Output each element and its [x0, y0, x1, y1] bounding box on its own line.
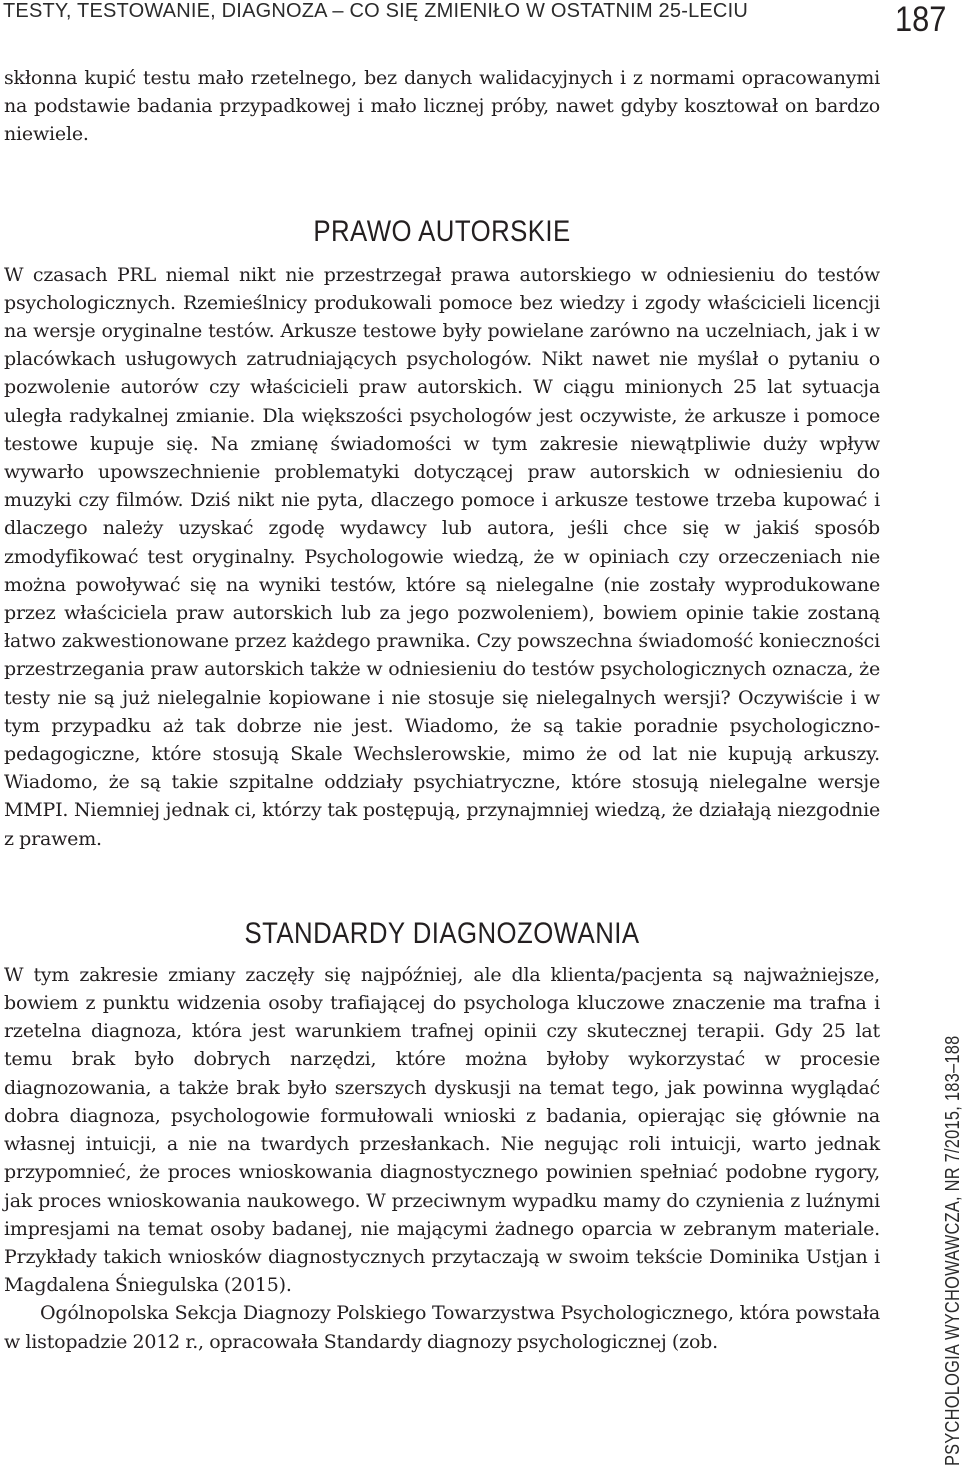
standards-paragraph-1: W tym zakresie zmiany zaczęły się najpóźniej, ale dla klienta/pacjenta są najważniejsze, bowiem z punktu widzenia osoby trafiającej do psychologa kluczowe znaczenie ma trafna i rzetelna diagnoza, która jest warunkiem trafnej opinii czy skutecznej terapii. Gdy 25 lat temu brak było dobrych narzędzi, które można byłoby wykorzystać w procesie diagnozowania, a także brak było szerszych dyskusji na temat tego, jak powinna wyglądać dobra diagnoza, psychologowie formułowali wnioski z badania, opierając się głównie na własnej intuicji, a nie na twardych przesłankach. Nie negując roli intuicji, warto jednak przypomnieć, że proces wnioskowania diagnostycznego powinien spełniać podobne rygory, jak proces wnioskowania naukowego. W przeciwnym wypadku mamy do czynienia z luźnymi impresjami na temat osoby badanej, nie mającymi żadnego oparcia w zebranym materiale. Przykłady takich wniosków diagnostycznych przytaczają w swoim tekście Dominika Ustjan i Magdalena Śniegulska (2015).	[4, 963, 880, 1297]
section-heading-standards: STANDARDY DIAGNOZOWANIA	[244, 916, 640, 950]
copyright-paragraph: W czasach PRL niemal nikt nie przestrzegał prawa autorskiego w odniesieniu do testów psychologicznych. Rzemieślnicy produkowali pomoce bez wiedzy i zgody właścicieli licencji na wersje oryginalne testów. Arkusze testowe były powielane zarówno na uczelniach, jak i w placówkach usługowych zatrudniających psychologów. Nikt nawet nie myślał o pytaniu o pozwolenie autorów czy właścicieli praw autorskich. W ciągu minionych 25 lat sytuacja uległa radykalnej zmianie. Dla większości psychologów jest oczywiste, że arkusze i pomoce testowe kupuje się. Na zmianę świadomości w tym zakresie niewątpliwie duży wpływ wywarło upowszechnienie problematyki dotyczącej praw autorskich w odniesieniu do muzyki czy filmów. Dziś nikt nie pyta, dlaczego pomoce i arkusze testowe trzeba kupować i dlaczego należy uzyskać zgodę wydawcy lub autora, jeśli chce się w jakiś sposób zmodyfikować test oryginalny. Psychologowie wiedzą, że w opiniach czy orzeczeniach nie można powoływać się na wyniki testów, które są nielegalne (nie zostały wyprodukowane przez właściciela praw autorskich lub za jego pozwoleniem), bowiem opinie takie zostaną łatwo zakwestionowane przez każdego prawnika. Czy powszechna świadomość konieczności przestrzegania praw autorskich także w odniesieniu do testów psychologicznych oznacza, że testy nie są już nielegalnie kopiowane i nie stosuje się nielegalnych wersji? Oczywiście i w tym przypadku aż tak dobrze nie jest. Wiadomo, że są takie poradnie psychologiczno-pedagogiczne, które stosują Skale Wechslerowskie, mimo że od lat nie kupują arkuszy. Wiadomo, że są takie szpitalne oddziały psychiatryczne, które stosują nielegalne wersje MMPI. Niemniej jednak ci, którzy tak postępują, przynajmniej wiedzą, że działają niezgodnie z prawem.	[4, 263, 880, 850]
journal-citation-sidebar	[942, 946, 965, 1466]
page-number: 187	[894, 0, 946, 39]
intro-paragraph: skłonna kupić testu mało rzetelnego, bez danych walidacyjnych i z normami opracowanymi na podstawie badania przypadkowej i mało licznej próby, nawet gdyby kosztował on bardzo niewiele.	[4, 67, 880, 146]
running-head-title: TESTY, TESTOWANIE, DIAGNOZA – CO SIĘ ZMIENIŁO W OSTATNIM 25-LECIU	[3, 0, 748, 22]
standards-paragraph-2: Ogólnopolska Sekcja Diagnozy Polskiego Towarzystwa Psychologicznego, która powstała w listopadzie 2012 r., opracowała Standardy diagnozy psychologicznej (zob.	[4, 1302, 880, 1353]
journal-citation-text: PSYCHOLOGIA WYCHOWAWCZA, NR 7/2015, 183–188	[942, 1035, 964, 1466]
article-body	[4, 64, 880, 1356]
section-heading-copyright: PRAWO AUTORSKIE	[313, 214, 571, 248]
